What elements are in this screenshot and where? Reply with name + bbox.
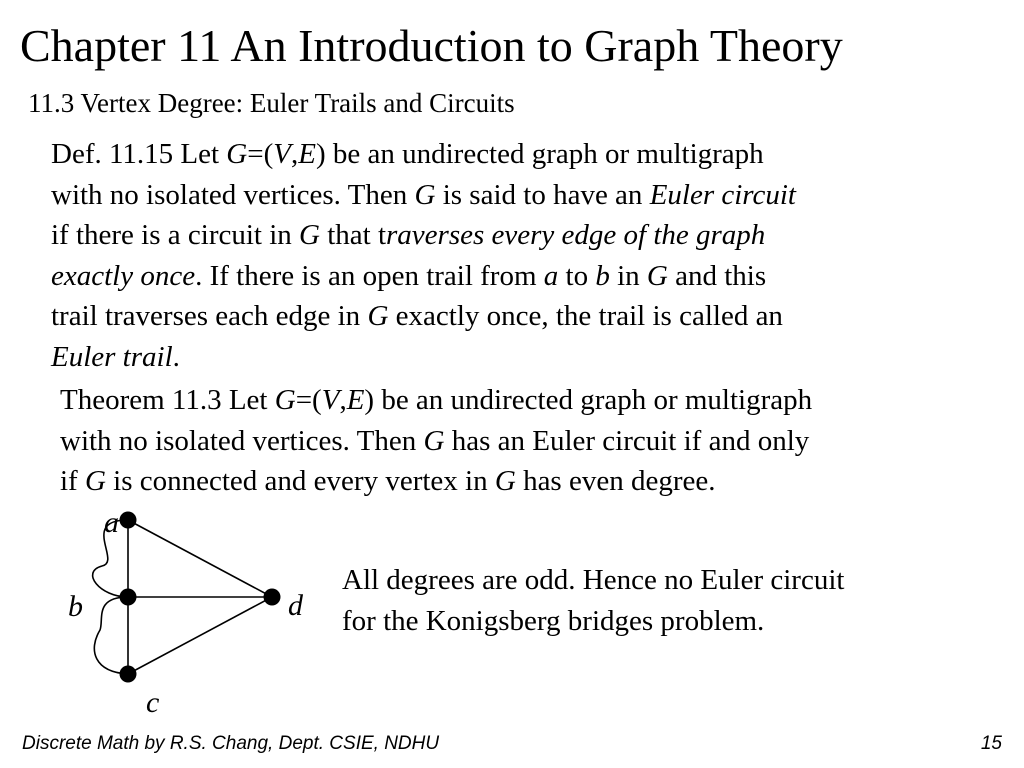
math-italic-term: raverses every edge of the graph [386, 219, 766, 251]
math-italic-term: G [274, 384, 296, 416]
page-number: 15 [980, 733, 1002, 754]
text-run: has even degree. [515, 465, 716, 497]
vertex-c [120, 666, 137, 683]
theorem-line [60, 421, 812, 462]
math-italic-term: b [595, 259, 610, 292]
text-run: and this [667, 259, 767, 292]
math-italic-term: Euler trail [51, 340, 173, 373]
footer-credit: Discrete Math by R.S. Chang, Dept. CSIE, NDHU [22, 733, 440, 754]
vertex-d [264, 589, 281, 606]
graph-edge-b-c-curved [94, 597, 128, 674]
math-italic-term: V [321, 384, 340, 416]
definition-line [51, 134, 796, 175]
definition-block [51, 134, 796, 377]
math-italic-term: G [423, 424, 445, 457]
vertex-label-d: d [288, 589, 303, 622]
text-run: exactly once, the trail is called an [388, 300, 783, 332]
math-italic-term: G [646, 259, 668, 292]
text-run: Def. 11.15 Let [51, 138, 227, 170]
conclusion-note [342, 560, 844, 641]
math-italic-term: E [346, 384, 365, 416]
definition-line [51, 215, 796, 256]
theorem-line [60, 461, 812, 502]
definition-line [51, 296, 796, 337]
slide-title: Chapter 11 An Introduction to Graph Theory [20, 20, 843, 71]
theorem-block [60, 380, 812, 502]
definition-line [51, 256, 796, 297]
konigsberg-graph [60, 500, 330, 720]
text-run: has an Euler circuit if and only [444, 424, 810, 457]
math-italic-term: G [84, 465, 106, 497]
text-run: Theorem 11.3 Let [60, 384, 275, 416]
definition-line [51, 337, 796, 378]
conclusion-line-2: for the Konigsberg bridges problem. [342, 604, 765, 637]
text-run: that t [319, 219, 387, 251]
text-run: ) be an undirected graph or multigraph [364, 384, 813, 416]
text-run: with no isolated vertices. Then [51, 178, 415, 211]
text-run: =( [295, 384, 322, 416]
math-italic-term: G [494, 465, 516, 497]
section-subtitle: 11.3 Vertex Degree: Euler Trails and Circuits [28, 88, 515, 118]
graph-labels [68, 506, 304, 719]
math-italic-term: exactly once [51, 259, 196, 292]
graph-edge-a-d [128, 520, 272, 597]
graph-edge-c-d [128, 597, 272, 674]
vertex-label-a: a [104, 506, 119, 539]
math-italic-term: G [226, 138, 248, 170]
text-run: =( [247, 138, 274, 170]
math-italic-term: E [298, 138, 316, 170]
definition-line [51, 175, 796, 216]
theorem-line [60, 380, 812, 421]
math-italic-term: G [414, 178, 436, 211]
text-run: if [60, 465, 85, 497]
math-italic-term: a [543, 259, 559, 292]
text-run: in [609, 259, 647, 292]
text-run: , [290, 138, 299, 170]
text-run: is connected and every vertex in [105, 465, 495, 497]
math-italic-term: G [367, 300, 389, 332]
text-run: to [558, 259, 596, 292]
vertex-a [120, 512, 137, 529]
math-italic-term: Euler circuit [649, 178, 796, 211]
vertex-label-b: b [68, 590, 83, 623]
text-run: . If there is an open trail from [195, 259, 544, 292]
conclusion-line-1: All degrees are odd. Hence no Euler circuit [342, 564, 845, 596]
text-run: . [172, 340, 180, 373]
text-run: is said to have an [435, 178, 650, 211]
text-run: with no isolated vertices. Then [60, 424, 424, 457]
math-italic-term: V [273, 138, 291, 170]
text-run: ) be an undirected graph or multigraph [315, 138, 764, 170]
vertex-label-c: c [146, 686, 160, 719]
text-run: trail traverses each edge in [51, 300, 368, 332]
math-italic-term: G [299, 219, 320, 251]
text-run: , [339, 384, 347, 416]
vertex-b [120, 589, 137, 606]
text-run: if there is a circuit in [51, 219, 300, 251]
